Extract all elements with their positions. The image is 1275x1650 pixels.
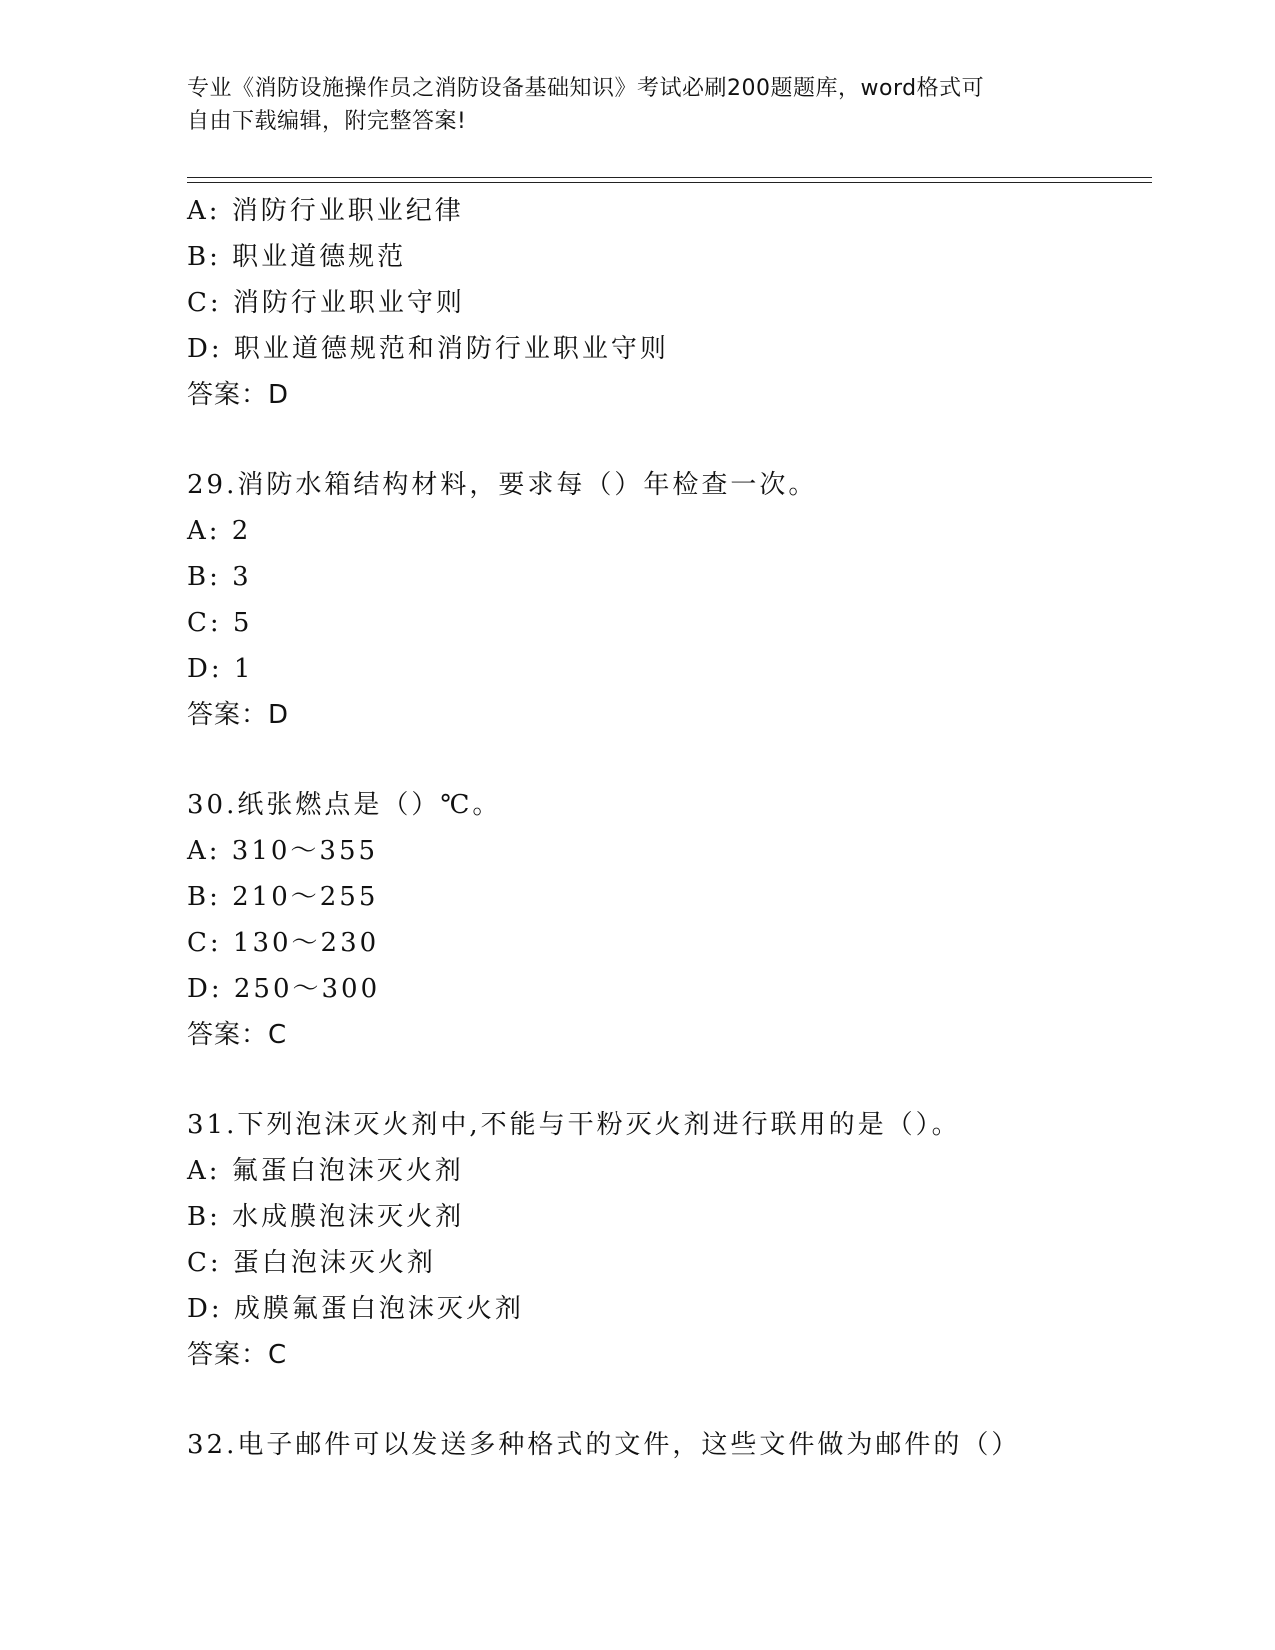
- question-stem: 30.纸张燃点是（）℃。: [187, 790, 502, 820]
- option-b: B: 水成膜泡沫灭火剂: [187, 1202, 465, 1232]
- answer-line: 答案：C: [187, 1020, 288, 1050]
- question-stem: 32.电子邮件可以发送多种格式的文件，这些文件做为邮件的（）: [187, 1430, 1021, 1460]
- option-a: A: 氟蛋白泡沫灭火剂: [187, 1156, 464, 1186]
- question-stem: 31.下列泡沫灭火剂中,不能与干粉灭火剂进行联用的是（）。: [187, 1110, 961, 1140]
- option-d: D: 职业道德规范和消防行业职业守则: [187, 334, 669, 364]
- answer-line: 答案：D: [187, 380, 290, 410]
- option-d: D: 250～300: [187, 974, 381, 1004]
- question-block-30: [187, 782, 1167, 1058]
- option-c: C: 5: [187, 608, 253, 638]
- option-a: A: 2: [187, 516, 252, 546]
- option-b: B: 职业道德规范: [187, 242, 407, 272]
- question-block-28: [187, 188, 1167, 418]
- option-b: B: 210～255: [187, 882, 379, 912]
- header-title-line-1: 专业《消防设施操作员之消防设备基础知识》考试必刷200题题库，word格式可: [187, 76, 985, 101]
- question-block-29: [187, 462, 1167, 738]
- document-header: [187, 72, 1067, 138]
- option-d: D: 1: [187, 654, 254, 684]
- option-d: D: 成膜氟蛋白泡沫灭火剂: [187, 1294, 524, 1324]
- question-list: [187, 188, 1167, 1468]
- answer-line: 答案：D: [187, 700, 290, 730]
- option-c: C: 蛋白泡沫灭火剂: [187, 1248, 436, 1278]
- answer-line: 答案：C: [187, 1340, 288, 1370]
- option-b: B: 3: [187, 562, 252, 592]
- option-a: A: 消防行业职业纪律: [187, 196, 464, 226]
- header-rule-top: [187, 177, 1152, 178]
- header-title-line-2: 自由下载编辑，附完整答案!: [187, 109, 467, 134]
- question-block-32: [187, 1422, 1167, 1468]
- option-c: C: 消防行业职业守则: [187, 288, 465, 318]
- question-block-31: [187, 1102, 1167, 1378]
- option-a: A: 310～355: [187, 836, 379, 866]
- question-stem: 29.消防水箱结构材料，要求每（）年检查一次。: [187, 470, 818, 500]
- header-rule-bottom: [187, 182, 1152, 183]
- option-c: C: 130～230: [187, 928, 380, 958]
